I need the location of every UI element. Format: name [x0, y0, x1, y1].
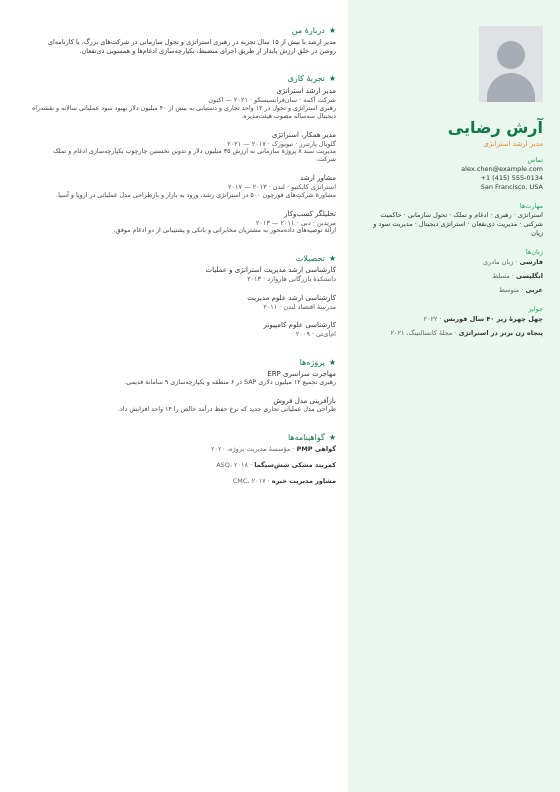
education-title: کارشناسی علوم کامپیوتر: [263, 321, 336, 329]
contact-location: San Francisco, USA: [480, 183, 543, 191]
certifications-heading: [32, 432, 336, 443]
star-icon: ★: [328, 254, 336, 263]
contact-email[interactable]: alex.chen@example.com: [461, 165, 543, 173]
experience-item: [32, 87, 336, 121]
language-level: · متوسط: [498, 286, 526, 294]
star-icon: ★: [328, 357, 336, 367]
education-title: کارشناسی ارشد علوم مدیریت: [247, 293, 336, 302]
star-icon: ★: [328, 26, 336, 35]
profile-name: آرش رضایی: [447, 118, 543, 137]
experience-item: [32, 210, 336, 236]
award-item: [365, 329, 543, 338]
award-name: چهل چهرهٔ زیر ۴۰ سال فوربس: [443, 315, 543, 323]
experience-subtitle: مریدین · دبی · ۲۰۱۱ — ۲۰۱۳: [255, 218, 336, 227]
certification-detail: · مؤسسهٔ مدیریت پروژه، ۲۰۲۰: [210, 444, 297, 453]
experience-subtitle: گلوبال پارتنرز · نیویورک · ۲۰۱۷ — ۲۰۲۱: [227, 139, 336, 148]
certification-detail: · CMC، ۲۰۱۷: [232, 476, 272, 485]
project-item: [32, 397, 336, 414]
certification-item: [32, 445, 336, 454]
education-subtitle: دانشکدهٔ بازرگانی هاروارد · ۲۰۱۳: [247, 275, 336, 283]
contact-phone[interactable]: +1 (415) 555-0134: [480, 174, 543, 182]
project-title: مهاجرت سراسری ERP: [267, 369, 336, 378]
language-name: فارسی: [519, 258, 543, 266]
experience-subtitle: استراتژی کانکتیو · لندن · ۲۰۱۳ — ۲۰۱۷: [227, 183, 336, 191]
project-description: رهبری تجمیع ۱۲ میلیون دلاری SAP در ۶ منطقه و یکپارچه‌سازی ۹ سامانهٔ قدیمی.: [124, 378, 336, 386]
award-detail: · مجلهٔ کانسالتینگ، ۲۰۲۱: [390, 329, 459, 337]
profile-role: مدیر ارشد استراتژی: [483, 140, 543, 148]
about-heading-label: دربارهٔ من: [291, 26, 325, 35]
education-subtitle: ام‌آی‌تی · ۲۰۰۹: [295, 330, 336, 338]
education-title: کارشناسی ارشد مدیریت استراتژی و عملیات: [205, 266, 336, 274]
awards-heading: جوایز: [528, 305, 543, 313]
skills-heading: مهارت‌ها: [519, 202, 543, 210]
experience-item: [32, 174, 336, 200]
language-level: · مسلط: [492, 272, 517, 280]
avatar-body-icon: [487, 73, 535, 102]
experience-description: رهبری استراتژی و تحول در ۱۲ واحد تجاری و دستیابی به بیش از ۴۰ میلیون دلار بهبود سود عملیاتی سالانه و نقشه‌راه دیجیتال سه‌ساله مصوب هیئت‌مدیره.: [31, 104, 336, 120]
experience-description: مدیریت سبد ۸ پروژهٔ سازمانی به ارزش ۳۵ میلیون دلار و تدوین نخستین چارچوب یکپارچه‌سازی ادغام و تملک شرکت.: [53, 148, 336, 163]
star-icon: ★: [328, 74, 336, 83]
education-subtitle: مدرسهٔ اقتصاد لندن · ۲۰۱۱: [263, 302, 336, 311]
project-item: [32, 370, 336, 387]
education-heading: [32, 253, 336, 264]
languages-heading: زبان‌ها: [525, 248, 543, 256]
experience-heading-label: تجربهٔ کاری: [287, 74, 325, 83]
education-heading-label: تحصیلات: [295, 254, 325, 263]
about-text: مدیر ارشد با بیش از ۱۵ سال تجربه در رهبری استراتژی و تحول سازمانی در شرکت‌های بزرگ، با کارنامه‌ای روشن در خلق ارزش پایدار از طریق اجرای منضبط، یکپارچه‌سازی ادغام‌ها و همسویی ذی‌نفعان.: [47, 38, 336, 55]
project-title: بازآفرینی مدل فروش: [273, 396, 336, 405]
certification-name: کمربند مشکی شش‌سیگما: [254, 460, 336, 469]
contact-heading: تماس: [527, 156, 543, 164]
certification-item: [32, 477, 336, 486]
experience-item: [32, 131, 336, 165]
sidebar: [348, 0, 560, 792]
about-heading: [32, 25, 336, 36]
sidebar-content: [365, 118, 543, 338]
language-item: [365, 258, 543, 267]
skills-text: استراتژی · رهبری · ادغام و تملک · تحول سازمانی · حاکمیت شرکتی · مدیریت ذی‌نفعان · استراتژی دیجیتال · مدیریت سود و زیان: [373, 211, 543, 237]
project-description: طراحی مدل عملیاتی تجاری جدید که نرخ حفظ درآمد خالص را ۱۴ واحد افزایش داد.: [117, 405, 336, 413]
award-detail: · ۲۰۲۲: [423, 315, 444, 323]
certifications-heading-label: گواهینامه‌ها: [287, 432, 325, 442]
star-icon: ★: [328, 432, 336, 442]
profile-photo-placeholder: [479, 26, 543, 102]
language-item: [365, 286, 543, 295]
experience-title: تحلیلگر کسب‌وکار: [284, 209, 336, 218]
certification-name: گواهی PMP: [296, 444, 336, 453]
language-name: انگلیسی: [516, 272, 543, 280]
certification-item: [32, 461, 336, 470]
projects-heading-label: پروژه‌ها: [299, 357, 325, 367]
experience-title: مدیر همکار، استراتژی: [271, 130, 336, 139]
projects-heading: [32, 357, 336, 368]
language-item: [365, 272, 543, 281]
award-item: [365, 315, 543, 324]
experience-heading: [32, 73, 336, 84]
experience-title: مشاور ارشد: [300, 174, 336, 182]
language-level: · زبان مادری: [483, 258, 520, 266]
experience-subtitle: شرکت آکمه · سان‌فرانسیسکو · ۲۰۲۱ — اکنون: [208, 96, 336, 104]
avatar-head-icon: [497, 41, 525, 69]
experience-title: مدیر ارشد استراتژی: [276, 87, 336, 95]
experience-description: مشاورهٔ شرکت‌های فورچون ۵۰۰ در استراتژی رشد، ورود به بازار و بازطراحی مدل عملیاتی در اروپا و آسیا.: [56, 191, 336, 199]
main-content: [32, 25, 336, 486]
education-item: [32, 294, 336, 312]
award-name: پنجاه زن برتر در استراتژی: [458, 329, 543, 337]
certification-detail: · ASQ، ۲۰۱۸: [216, 460, 255, 469]
education-item: [32, 266, 336, 284]
experience-description: ارائهٔ توصیه‌های داده‌محور به مشتریان مخابراتی و بانکی و پشتیبانی از دو ادغام موفق.: [113, 227, 336, 234]
education-item: [32, 321, 336, 339]
language-name: عربی: [525, 286, 543, 294]
certification-name: مشاور مدیریت خبره: [271, 476, 336, 485]
